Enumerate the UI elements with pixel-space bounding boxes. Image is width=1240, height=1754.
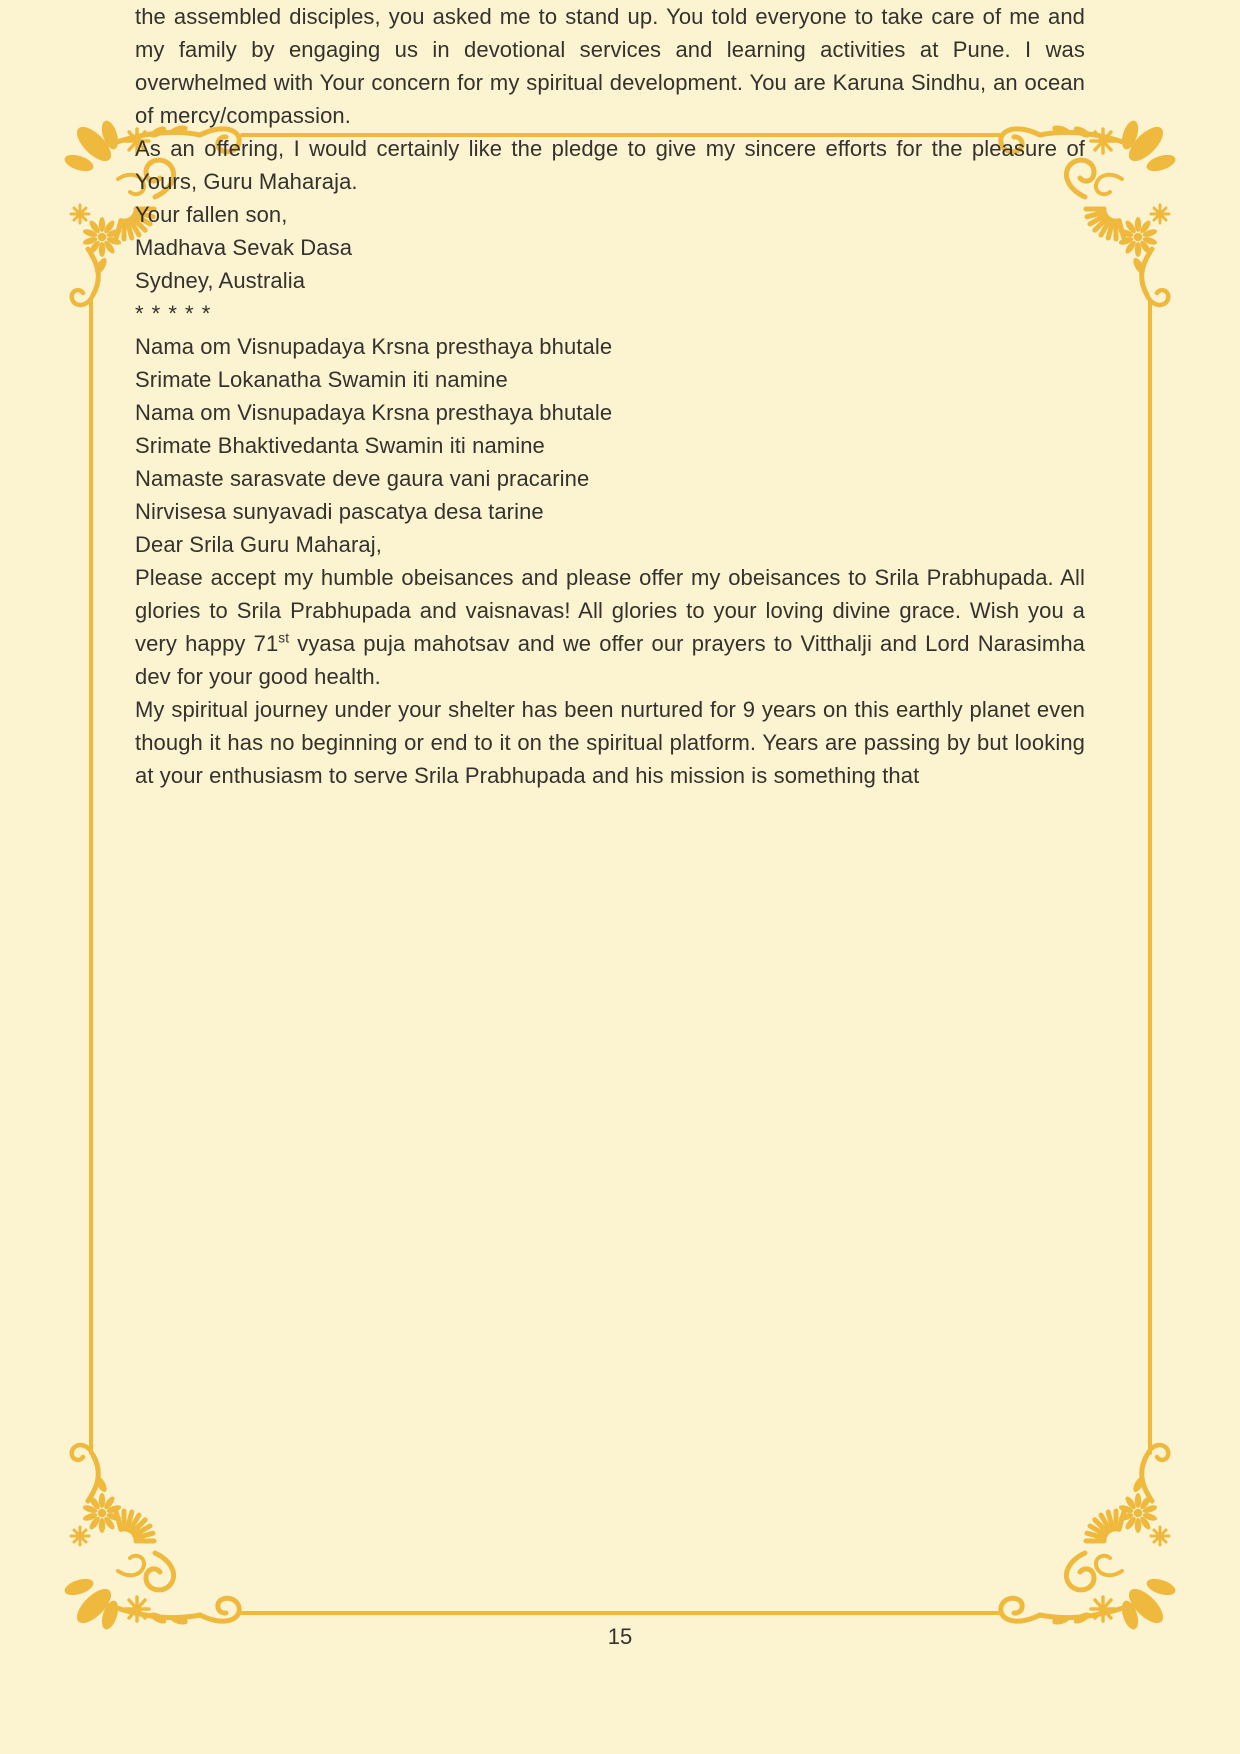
border-line-left — [89, 299, 93, 1455]
mantra-line: Nama om Visnupadaya Krsna presthaya bhutale — [135, 334, 613, 359]
mantra-line: Nama om Visnupadaya Krsna presthaya bhutale — [135, 400, 613, 425]
floral-flourish-icon — [982, 1438, 1182, 1633]
paragraph-assembled-disciples: the assembled disciples, you asked me to stand up. You told everyone to take care of me and my family by engaging us in devotional services and learning activities at Pune. I was overwhelmed with Your concern for my spiritual development. You are Karuna Sindhu, an ocean of mercy/compassion. — [135, 4, 1085, 128]
mantra-line: Nirvisesa sunyavadi pascatya desa tarine — [135, 499, 544, 524]
section-separator-stars: * * * * * — [135, 301, 212, 326]
letter-body — [135, 0, 1085, 792]
corner-ornament-bottom-left — [58, 1438, 258, 1633]
border-line-right — [1148, 299, 1152, 1455]
page-number: 15 — [607, 1624, 633, 1649]
paragraph-obeisances-text-end: vyasa puja mahotsav and we offer our prayers to Vitthalji and Lord Narasimha dev for your good health. — [135, 631, 1085, 689]
mantra-line: Srimate Lokanatha Swamin iti namine — [135, 367, 508, 392]
signature-line-name: Madhava Sevak Dasa — [135, 235, 353, 260]
paragraph-spiritual-journey: My spiritual journey under your shelter has been nurtured for 9 years on this earthly planet even though it has no beginning or end to it on the spiritual platform. Years are passing by but looking at your enthusiasm to serve Srila Prabhupada and his mission is something that — [135, 697, 1085, 788]
paragraph-offering-pledge: As an offering, I would certainly like the pledge to give my sincere efforts for the pleasure of Yours, Guru Maharaja. — [135, 136, 1085, 194]
mantra-line: Namaste sarasvate deve gaura vani pracarine — [135, 466, 590, 491]
ordinal-superscript: st — [278, 630, 290, 646]
border-line-bottom — [240, 1611, 1001, 1615]
corner-ornament-bottom-right — [982, 1438, 1182, 1633]
paragraph-obeisances-text-start: Please accept my humble obeisances and please offer my obeisances to Srila Prabhupada. All glories to Srila Prabhupada and vaisnavas! All glories to your loving divine grace. Wish you a very happy 71 — [135, 565, 1085, 656]
signature-line-closing: Your fallen son, — [135, 202, 288, 227]
paragraph-obeisances — [135, 561, 1085, 693]
salutation: Dear Srila Guru Maharaj, — [135, 532, 382, 557]
mantra-line: Srimate Bhaktivedanta Swamin iti namine — [135, 433, 545, 458]
signature-line-location: Sydney, Australia — [135, 268, 306, 293]
floral-flourish-icon — [58, 1438, 258, 1633]
